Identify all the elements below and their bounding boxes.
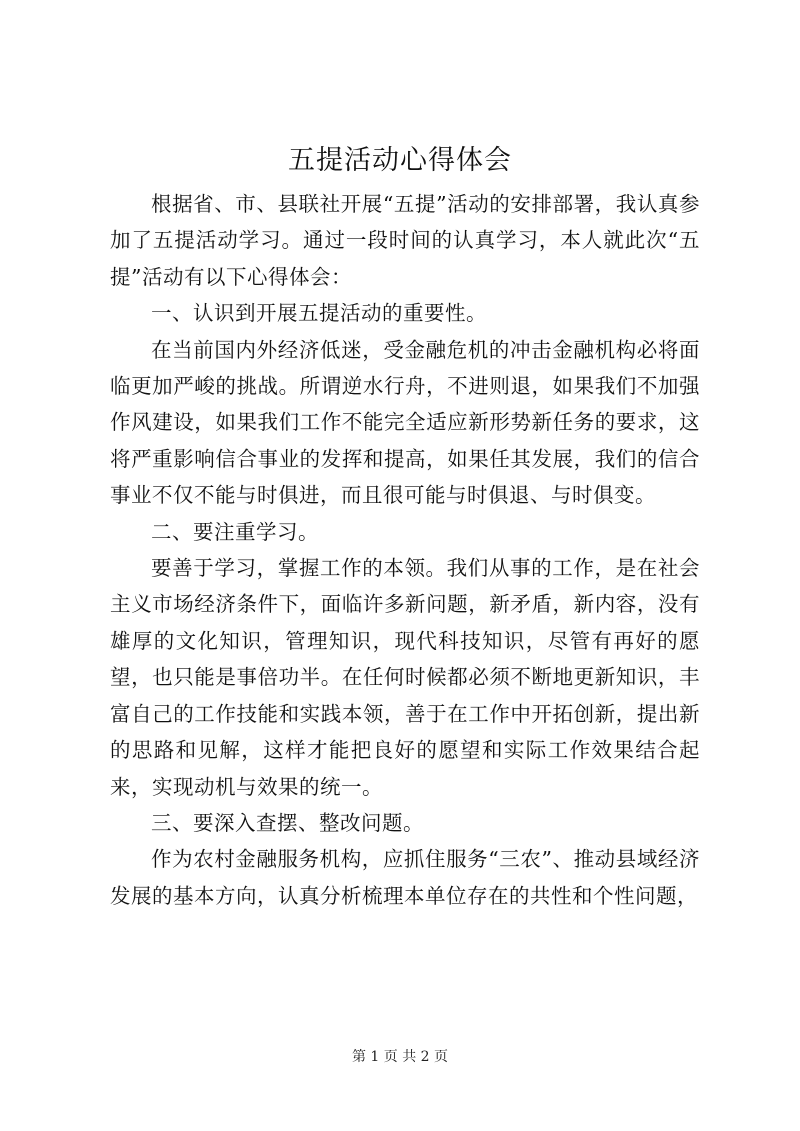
paragraph-section-2: 要善于学习，掌握工作的本领。我们从事的工作，是在社会主义市场经济条件下，面临许多新问题，新矛盾，新内容，没有雄厚的文化知识，管理知识，现代科技知识，尽管有再好的愿望，也只能是事倍功半。在任何时候都必须不断地更新知识，丰富自己的工作技能和实践本领，善于在工作中开拓创新，提出新的思路和见解，这样才能把良好的愿望和实际工作效果结合起来，实现动机与效果的统一。 — [110, 556, 700, 799]
section-heading-2: 二、要注重学习。 — [151, 519, 319, 544]
document-body — [110, 186, 700, 914]
paragraph-section-1: 在当前国内外经济低迷，受金融危机的冲击金融机构必将面临更加严峻的挑战。所谓逆水行舟，不进则退，如果我们不加强作风建设，如果我们工作不能完全适应新形势新任务的要求，这将严重影响信合事业的发挥和提高，如果任其发展，我们的信合事业不仅不能与时俱进，而且很可能与时俱退、与时俱变。 — [110, 337, 700, 508]
section-heading-1: 一、认识到开展五提活动的重要性。 — [151, 301, 487, 326]
page-footer — [0, 1047, 800, 1067]
section-heading-3: 三、要深入查摆、整改问题。 — [151, 810, 424, 835]
paragraph-intro: 根据省、市、县联社开展“五提”活动的安排部署，我认真参加了五提活动学习。通过一段时间的认真学习，本人就此次“五提”活动有以下心得体会： — [110, 192, 700, 289]
page-number-label: 第 1 页 共 2 页 — [351, 1049, 449, 1065]
paragraph-section-3: 作为农村金融服务机构，应抓住服务“三农”、推动县域经济发展的基本方向，认真分析梳理本单位存在的共性和个性问题， — [110, 847, 700, 908]
document-title: 五提活动心得体会 — [288, 145, 512, 176]
